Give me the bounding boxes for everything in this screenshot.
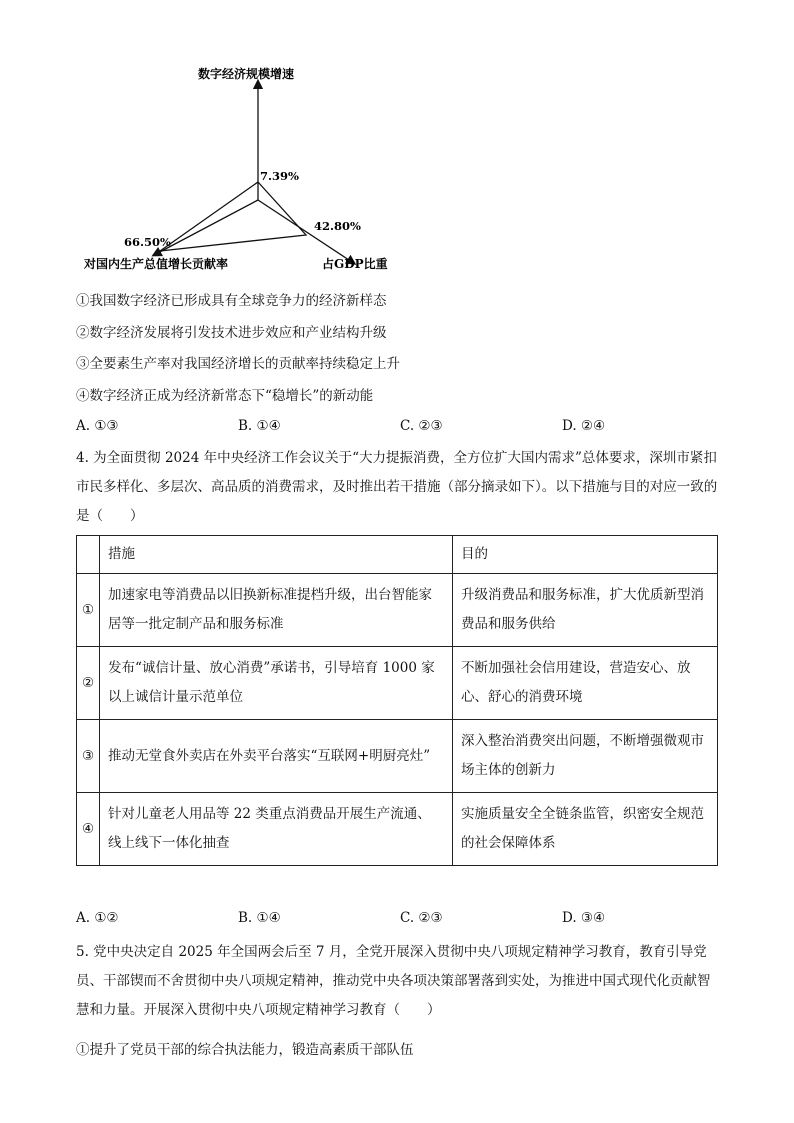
q4-option-c: C. ②③	[400, 910, 443, 926]
value-label-growth: 7.39%	[260, 169, 299, 183]
table-row	[77, 574, 718, 647]
row-goal: 升级消费品和服务标准，扩大优质新型消费品和服务供给	[453, 574, 718, 647]
q4-option-b: B. ①④	[238, 910, 281, 926]
q4-option-d: D. ③④	[562, 910, 606, 926]
axis-label-growth: 数字经济规模增速	[198, 67, 295, 81]
statement-4: ④数字经济正成为经济新常态下“稳增长”的新动能	[76, 388, 374, 404]
row-num: ①	[77, 574, 100, 647]
row-num: ③	[77, 720, 100, 793]
table-row	[77, 793, 718, 866]
statement-2: ②数字经济发展将引发技术进步效应和产业结构升级	[76, 325, 387, 341]
option-d: D. ②④	[562, 418, 606, 434]
axis-label-gdp-share: 占GDP比重	[322, 257, 388, 271]
row-goal: 深入整治消费突出问题，不断增强微观市场主体的创新力	[453, 720, 718, 793]
statement-1: ①我国数字经济已形成具有全球竞争力的经济新样态	[76, 293, 387, 309]
option-c: C. ②③	[400, 418, 443, 434]
statement-3: ③全要素生产率对我国经济增长的贡献率持续稳定上升	[76, 356, 400, 372]
q5-statement-1: ①提升了党员干部的综合执法能力，锻造高素质干部队伍	[76, 1042, 414, 1058]
option-b: B. ①④	[238, 418, 281, 434]
value-label-contribution: 66.50%	[124, 235, 171, 249]
axis-label-contribution: 对国内生产总值增长贡献率	[84, 257, 229, 271]
row-measure: 发布“诚信计量、放心消费”承诺书，引导培育 1000 家以上诚信计量示范单位	[100, 647, 453, 720]
row-num: ④	[77, 793, 100, 866]
header-goal: 目的	[453, 536, 718, 574]
table-row	[77, 647, 718, 720]
header-num	[77, 536, 100, 574]
question-5-stem: 5. 党中央决定自 2025 年全国两会后至 7 月，全党开展深入贯彻中央八项规定精神学习教育，教育引导党员、干部锲而不舍贯彻中央八项规定精神，推动党中央各项决策部署落到实处，为推进中国式现代化贡献智慧和力量。开展深入贯彻中央八项规定精神学习教育（ ）	[76, 944, 711, 1018]
measures-table	[76, 535, 718, 866]
row-goal: 不断加强社会信用建设，营造安心、放心、舒心的消费环境	[453, 647, 718, 720]
row-measure: 加速家电等消费品以旧换新标准提档升级，出台智能家居等一批定制产品和服务标准	[100, 574, 453, 647]
option-a: A. ①③	[76, 418, 119, 434]
row-goal: 实施质量安全全链条监管，织密安全规范的社会保障体系	[453, 793, 718, 866]
row-measure: 针对儿童老人用品等 22 类重点消费品开展生产流通、线上线下一体化抽查	[100, 793, 453, 866]
row-num: ②	[77, 647, 100, 720]
value-label-gdp-share: 42.80%	[314, 219, 361, 233]
header-measure: 措施	[100, 536, 453, 574]
digital-economy-chart	[60, 60, 420, 280]
table-header-row	[77, 536, 718, 574]
q4-option-a: A. ①②	[76, 910, 119, 926]
table-row	[77, 720, 718, 793]
row-measure: 推动无堂食外卖店在外卖平台落实“互联网+明厨亮灶”	[100, 720, 453, 793]
question-4-stem: 4. 为全面贯彻 2024 年中央经济工作会议关于“大力提振消费，全方位扩大国内需求”总体要求，深圳市紧扣市民多样化、多层次、高品质的消费需求，及时推出若干措施（部分摘录如下）。以下措施与目的对应一致的是（ ）	[76, 450, 718, 524]
